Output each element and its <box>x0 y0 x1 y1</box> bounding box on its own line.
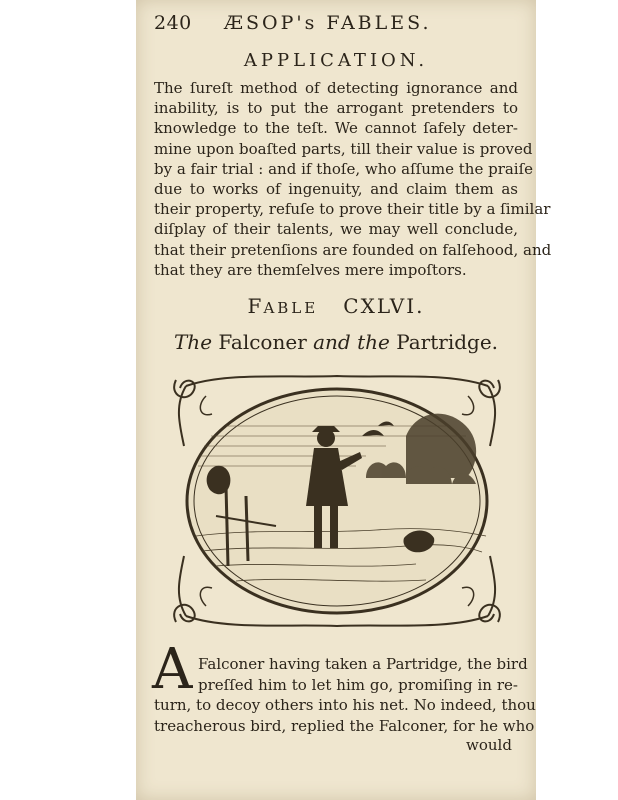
drop-cap: A <box>152 637 193 702</box>
application-line: knowledge to the teſt. We cannot ſafely deter- <box>154 119 518 138</box>
fable-roman-numeral: CXLVI. <box>343 294 425 318</box>
running-header <box>154 12 514 38</box>
application-paragraph <box>154 78 552 280</box>
application-line: by a fair trial : and if thoſe, who aſſume the praiſe <box>154 159 534 178</box>
title-and-the: and the <box>313 330 390 354</box>
title-the: The <box>173 330 213 354</box>
catchword: would <box>466 736 512 754</box>
application-line: that they are themſelves mere impoſtors. <box>154 260 467 279</box>
title-partridge: Partridge. <box>396 330 499 354</box>
fable-line: turn, to decoy others into his net. No indeed, thou <box>154 696 536 715</box>
running-title: ÆSOP's FABLES. <box>224 12 432 34</box>
application-heading: APPLICATION. <box>243 50 429 71</box>
application-line: diſplay of their talents, we may well conclude, <box>154 220 518 239</box>
fable-line: treacherous bird, replied the Falconer, for he who <box>154 716 535 735</box>
application-line: due to works of ingenuity, and claim them as <box>154 179 518 198</box>
book-page <box>136 0 552 800</box>
fable-line: Falconer having taken a Partridge, the bird <box>198 655 528 673</box>
application-line: their property, refuſe to prove their title by a ſimilar <box>154 200 551 219</box>
application-line: that their pretenſions are founded on falſehood, and <box>154 240 552 259</box>
fable-word-rest: ABLE <box>263 299 319 317</box>
application-line: The ſureſt method of detecting ignorance and <box>154 79 518 97</box>
fable-text <box>154 654 536 736</box>
page-number: 240 <box>154 12 192 34</box>
fable-word-initial: F <box>247 294 264 318</box>
application-line: inability, is to put the arrogant pretenders to <box>154 99 518 118</box>
application-line: mine upon boaſted parts, till their value is proved <box>154 139 533 158</box>
fable-line: preſſed him to let him go, promiſing in re- <box>198 675 518 694</box>
title-falconer: Falconer <box>218 330 307 354</box>
fable-title <box>136 330 536 354</box>
fable-number <box>136 294 536 318</box>
woodcut-illustration <box>166 366 508 636</box>
